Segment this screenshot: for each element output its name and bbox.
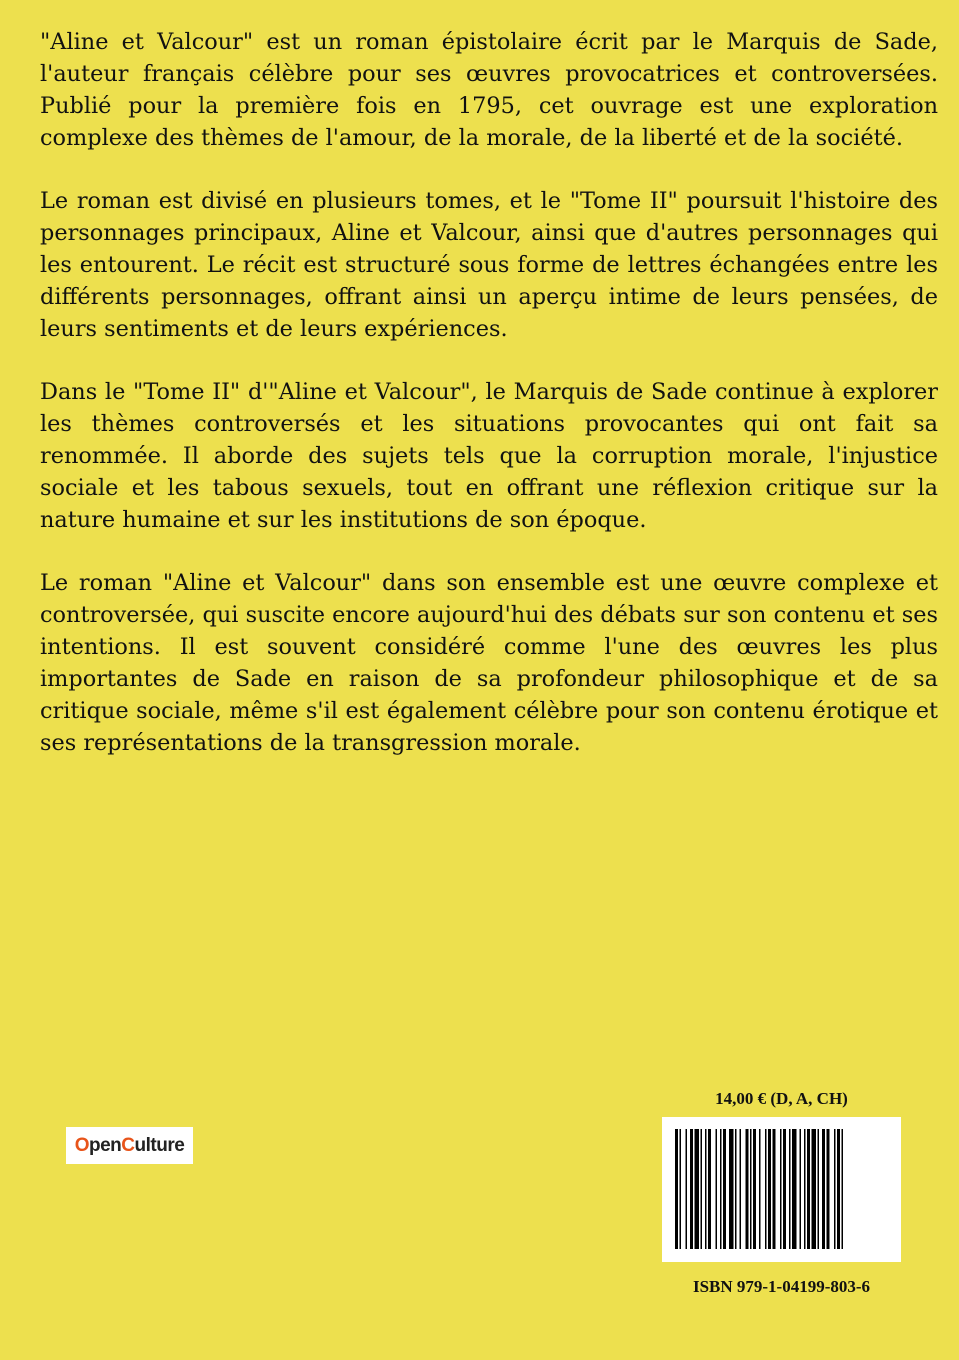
paragraph-3: Dans le "Tome II" d'"Aline et Valcour", le Marquis de Sade continue à explorer les thèmes controversés et les situations provocantes qui ont fait sa renommée. Il aborde des sujets tels que la corruption morale, l'injustice sociale et les tabous sexuels, tout en offrant une réflexion critique sur la nature humaine et sur les institutions de son époque. <box>40 379 938 533</box>
paragraph-4: Le roman "Aline et Valcour" dans son ensemble est une œuvre complexe et controversée, qui suscite encore aujourd'hui des débats sur son contenu et ses intentions. Il est souvent considéré comme l'une des œuvres les plus importantes de Sade en raison de sa profondeur philosophique et de sa critique sociale, même s'il est également célèbre pour son contenu érotique et ses représentations de la transgression morale. <box>40 570 938 756</box>
barcode-icon <box>675 1129 888 1249</box>
paragraph-2: Le roman est divisé en plusieurs tomes, et le "Tome II" poursuit l'histoire des personnages principaux, Aline et Valcour, ainsi que d'autres personnages qui les entourent. Le récit est structuré sous forme de lettres échangées entre les différents personnages, offrant ainsi un aperçu intime de leurs pensées, de leurs sentiments et de leurs expériences. <box>40 188 938 342</box>
barcode <box>662 1117 901 1262</box>
back-cover-text <box>40 26 938 790</box>
paragraph-1: "Aline et Valcour" est un roman épistolaire écrit par le Marquis de Sade, l'auteur français célèbre pour ses œuvres provocatrices et controversées. Publié pour la première fois en 1795, cet ouvrage est une exploration complexe des thèmes de l'amour, de la morale, de la liberté et de la société. <box>40 29 938 151</box>
isbn-label: ISBN 979-1-04199-803-6 <box>692 1277 871 1296</box>
price-label: 14,00 € (D, A, CH) <box>715 1089 848 1108</box>
openculture-logo: OpenCulture <box>66 1127 193 1164</box>
